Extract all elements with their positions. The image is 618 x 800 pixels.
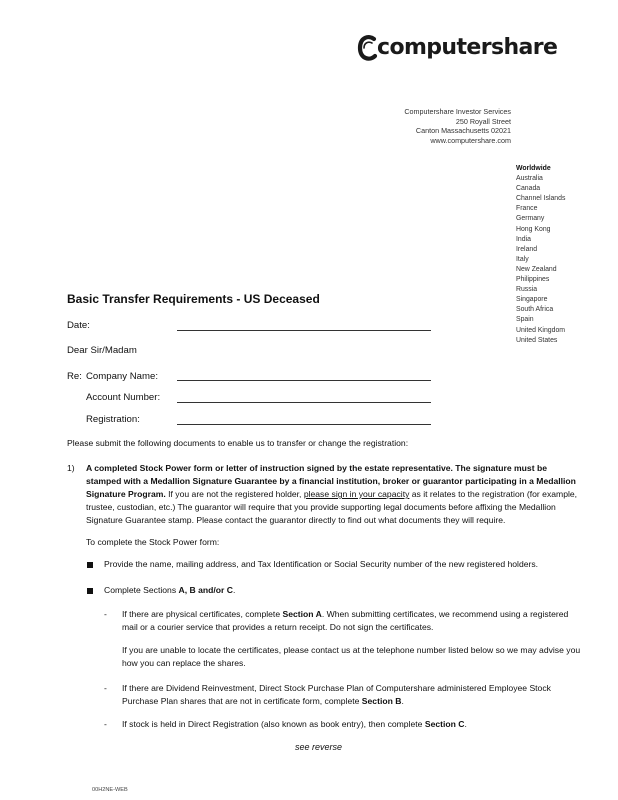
country-item: France xyxy=(516,205,538,213)
dash-marker: - xyxy=(104,609,107,619)
square-bullet-icon xyxy=(87,588,93,594)
address-line: Computershare Investor Services xyxy=(404,107,511,116)
dash-marker: - xyxy=(104,719,107,729)
website-link[interactable]: www.computershare.com xyxy=(430,136,511,146)
sub-text xyxy=(122,718,467,731)
item1-line xyxy=(86,488,577,501)
sub-text: mail or a courier service that provides a return receipt. Do not sign the certificates. xyxy=(122,622,434,632)
sub-text-part: . When submitting certificates, we recommend using a registered xyxy=(321,609,569,619)
date-line[interactable] xyxy=(177,330,431,331)
item1-bold-line: A completed Stock Power form or letter of instruction signed by the estate representative. The signature must be xyxy=(86,463,547,473)
bullet-text-part: Complete Sections xyxy=(104,585,179,595)
country-item: Ireland xyxy=(516,245,538,253)
sub-text-part: If there are physical certificates, complete xyxy=(122,609,283,619)
worldwide-title: Worldwide xyxy=(516,165,551,172)
item-number: 1) xyxy=(67,463,75,473)
address-line: 250 Royall Street xyxy=(455,116,511,126)
see-reverse-note: see reverse xyxy=(295,742,343,752)
re-label: Re: xyxy=(67,371,82,382)
item1-bold-line: stamped with a Medallion Signature Guarantee by a financial institution, broker or guarantor participating in a Medallion xyxy=(86,476,576,486)
stock-power-intro: To complete the Stock Power form: xyxy=(86,537,220,547)
company-name-line[interactable] xyxy=(177,380,431,381)
registration-label: Registration: xyxy=(86,414,140,425)
sub-text-part: . xyxy=(401,696,404,706)
country-item: United Kingdom xyxy=(516,326,566,334)
country-item: Singapore xyxy=(516,296,548,304)
country-item: New Zealand xyxy=(516,265,557,273)
account-number-label: Account Number: xyxy=(86,392,161,403)
worldwide-locations xyxy=(516,164,565,346)
country-item: Australia xyxy=(516,175,543,183)
company-name-label: Company Name: xyxy=(86,371,158,382)
country-item: Channel Islands xyxy=(516,195,566,203)
sub-text: If there are Dividend Reinvestment, Direct Stock Purchase Plan of Computershare administered Employee Stock xyxy=(122,683,551,693)
sub-text xyxy=(122,695,404,708)
sub-text-bold: Section C xyxy=(424,719,465,729)
item1-bold-line: Signature Program. xyxy=(86,489,166,499)
country-item: India xyxy=(516,235,531,243)
item1-line: trustee, custodian, etc.) The guarantor will require that you provide supporting legal documents before affixing the Medallion xyxy=(86,502,556,512)
country-item: Spain xyxy=(516,316,534,324)
sub-text xyxy=(122,608,568,621)
country-item: Italy xyxy=(516,255,529,263)
bullet-text xyxy=(104,584,235,597)
intro-paragraph: Please submit the following documents to enable us to transfer or change the registration: xyxy=(67,438,409,448)
country-item: Germany xyxy=(516,215,545,223)
address-line: Canton Massachusetts 02021 xyxy=(415,126,511,136)
country-item: South Africa xyxy=(516,306,554,314)
sub-text-bold: Section B xyxy=(361,696,402,706)
registration-line[interactable] xyxy=(177,424,431,425)
country-item: Hong Kong xyxy=(516,225,551,233)
bullet-text-bold: A, B and/or C xyxy=(178,585,233,595)
sub-text-part: Purchase Plan shares that are not in certificate form, complete xyxy=(122,696,362,706)
sub-text: how you can replace the shares. xyxy=(122,658,246,668)
document-title: Basic Transfer Requirements - US Deceased xyxy=(67,292,320,306)
computershare-c-icon xyxy=(357,34,379,62)
item1-line: Signature Guarantee stamp. Please contact the guarantor directly to find out what documents they will require. xyxy=(86,515,506,525)
bullet-text-part: . xyxy=(232,585,236,595)
country-item: United States xyxy=(516,336,558,344)
company-address xyxy=(404,107,511,146)
sub-text-part: If stock is held in Direct Registration (also known as book entry), then complete xyxy=(122,719,425,729)
square-bullet-icon xyxy=(87,562,93,568)
sub-text-bold: Section A xyxy=(282,609,322,619)
form-code: 00H2NE-WEB xyxy=(92,787,128,793)
logo-wordmark: computershare xyxy=(377,35,558,60)
item1-text: If you are not the registered holder, xyxy=(165,489,304,499)
date-label: Date: xyxy=(67,320,90,331)
account-number-line[interactable] xyxy=(177,402,431,403)
item1-text: as it relates to the registration (for example, xyxy=(409,489,578,499)
bullet-text: Provide the name, mailing address, and Tax Identification or Social Security number of the new registered holders. xyxy=(104,559,539,569)
sub-text-part: . xyxy=(464,719,467,729)
dash-marker: - xyxy=(104,683,107,693)
country-item: Canada xyxy=(516,185,541,193)
sub-text: If you are unable to locate the certificates, please contact us at the telephone number listed below so we may advise you xyxy=(122,645,581,655)
salutation: Dear Sir/Madam xyxy=(67,345,137,356)
sign-capacity-link[interactable]: please sign in your capacity xyxy=(303,489,410,499)
computershare-logo xyxy=(357,33,557,63)
country-item: Philippines xyxy=(516,276,550,284)
country-item: Russia xyxy=(516,286,538,294)
